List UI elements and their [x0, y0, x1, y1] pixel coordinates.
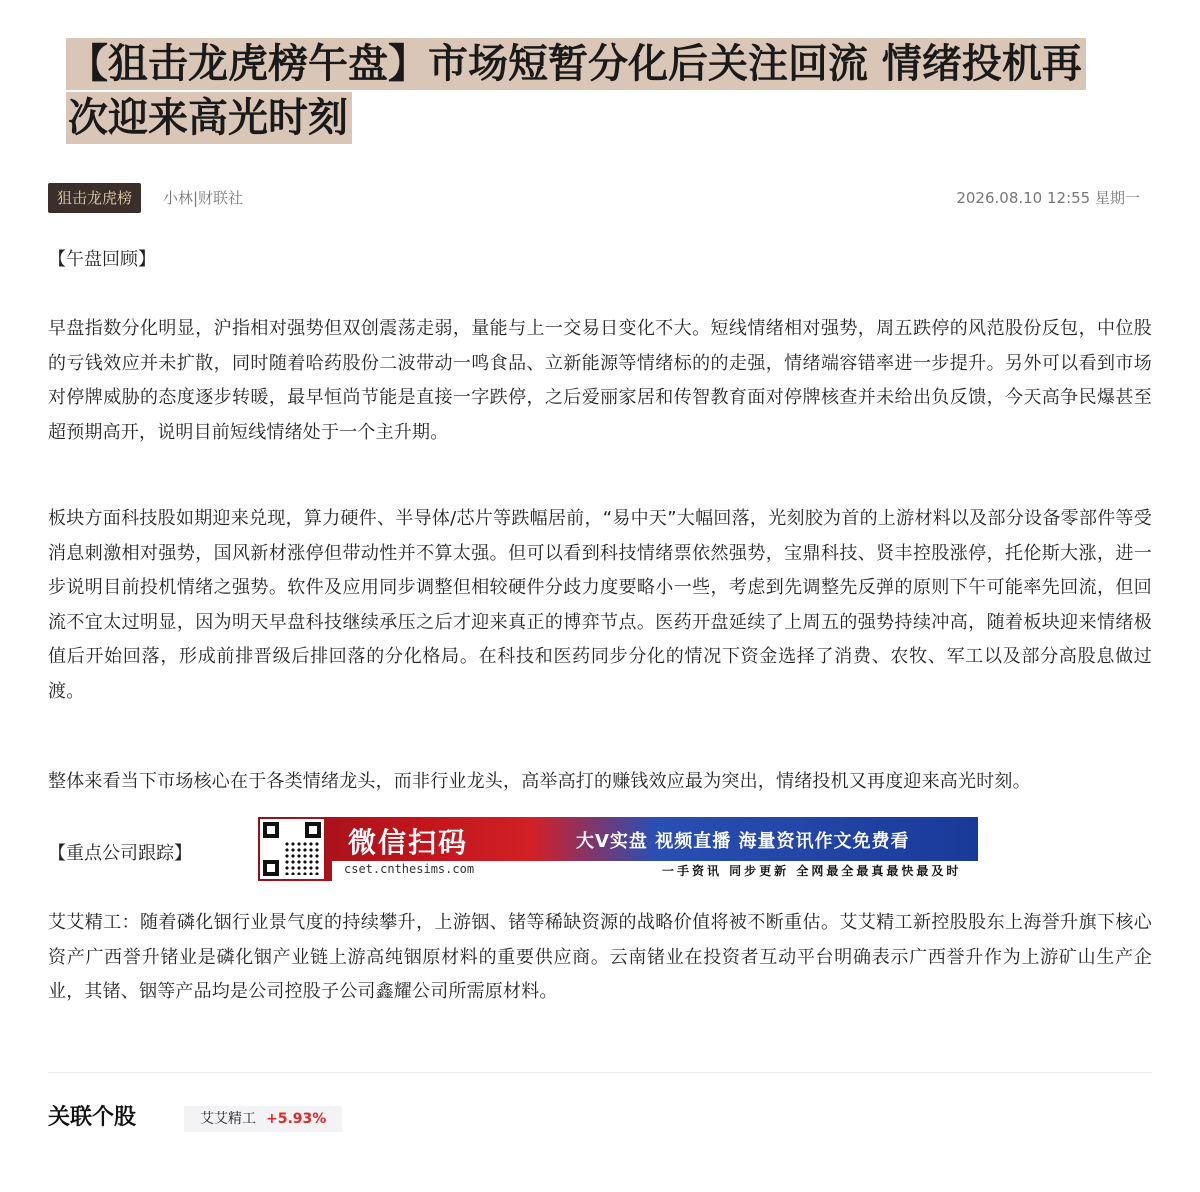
qr-code-icon — [260, 819, 324, 879]
author: 小林|财联社 — [163, 189, 244, 207]
paragraph-1: 早盘指数分化明显，沪指相对强势但双创震荡走弱，量能与上一交易日变化不大。短线情绪相对强势，周五跌停的风范股份反包，中位股的亏钱效应并未扩散，同时随着哈药股份二波带动一鸣食品、立新能源等情绪标的的走强，情绪端容错率进一步提升。另外可以看到市场对停牌威胁的态度逐步转暖，最早恒尚节能是直接一字跌停，之后爱丽家居和传智教育面对停牌核查并未给出负反馈，今天高争民爆甚至超预期高开，说明目前短线情绪处于一个主升期。 — [48, 318, 1152, 443]
banner-sub-slogan: 一手资讯 同步更新 全网最全最真最快最及时 — [662, 864, 962, 878]
article-title-line-1: 【狙击龙虎榜午盘】市场短暂分化后关注回流 情绪投机再 — [66, 38, 1086, 90]
publish-date: 2026.08.10 12:55 星期一 — [956, 189, 1140, 207]
article-title-line-2: 次迎来高光时刻 — [66, 92, 352, 144]
paragraph-2: 板块方面科技股如期迎来兑现，算力硬件、半导体/芯片等跌幅居前，“易中天”大幅回落，光刻胶为首的上游材料以及部分设备零部件等受消息刺激相对强势，国风新材涨停但带动性并不算太强。但可以看到科技情绪票依然强势，宝鼎科技、贤丰控股涨停，托伦斯大涨，进一步说明目前投机情绪之强势。软件及应用同步调整但相较硬件分歧力度要略小一些，考虑到先调整先反弹的原则下午可能率先回流，但回流不宜太过明显，因为明天早盘科技继续承压之后才迎来真正的博弈节点。医药开盘延续了上周五的强势持续冲高，随着板块迎来情绪极值后开始回落，形成前排晋级后排回落的分化格局。在科技和医药同步分化的情况下资金选择了消费、农牧、军工以及部分高股息做过渡。 — [48, 508, 1152, 702]
related-stocks-title: 关联个股 — [48, 1105, 137, 1130]
banner-slogan: 大V实盘 视频直播 海量资讯作文免费看 — [576, 831, 910, 852]
column-tag[interactable]: 狙击龙虎榜 — [48, 183, 141, 213]
section-heading-tracking: 【重点公司跟踪】 — [48, 843, 192, 864]
stock-change: +5.93% — [266, 1111, 327, 1127]
banner-url-strip — [332, 861, 978, 881]
article-title — [66, 38, 1146, 146]
wechat-ad-banner[interactable] — [258, 817, 978, 881]
wechat-scan-label: 微信扫码 — [348, 826, 469, 859]
paragraph-4: 艾艾精工：随着磷化铟行业景气度的持续攀升，上游铟、锗等稀缺资源的战略价值将被不断重估。艾艾精工新控股股东上海誉升旗下核心资产广西誉升锗业是磷化铟产业链上游高纯铟原材料的重要供应商。云南锗业在投资者互动平台明确表示广西誉升作为上游矿山生产企业，其锗、铟等产品均是公司控股子公司鑫耀公司所需原材料。 — [48, 912, 1152, 1002]
related-stock-chip[interactable] — [184, 1106, 342, 1132]
article-meta — [48, 183, 1140, 213]
banner-url: cset.cnthesims.com — [344, 862, 475, 876]
paragraph-3: 整体来看当下市场核心在于各类情绪龙头，而非行业龙头，高举高打的赚钱效应最为突出，情绪投机又再度迎来高光时刻。 — [48, 771, 1031, 792]
divider — [48, 1072, 1152, 1073]
section-heading-review: 【午盘回顾】 — [48, 249, 156, 270]
stock-name: 艾艾精工 — [200, 1111, 256, 1127]
